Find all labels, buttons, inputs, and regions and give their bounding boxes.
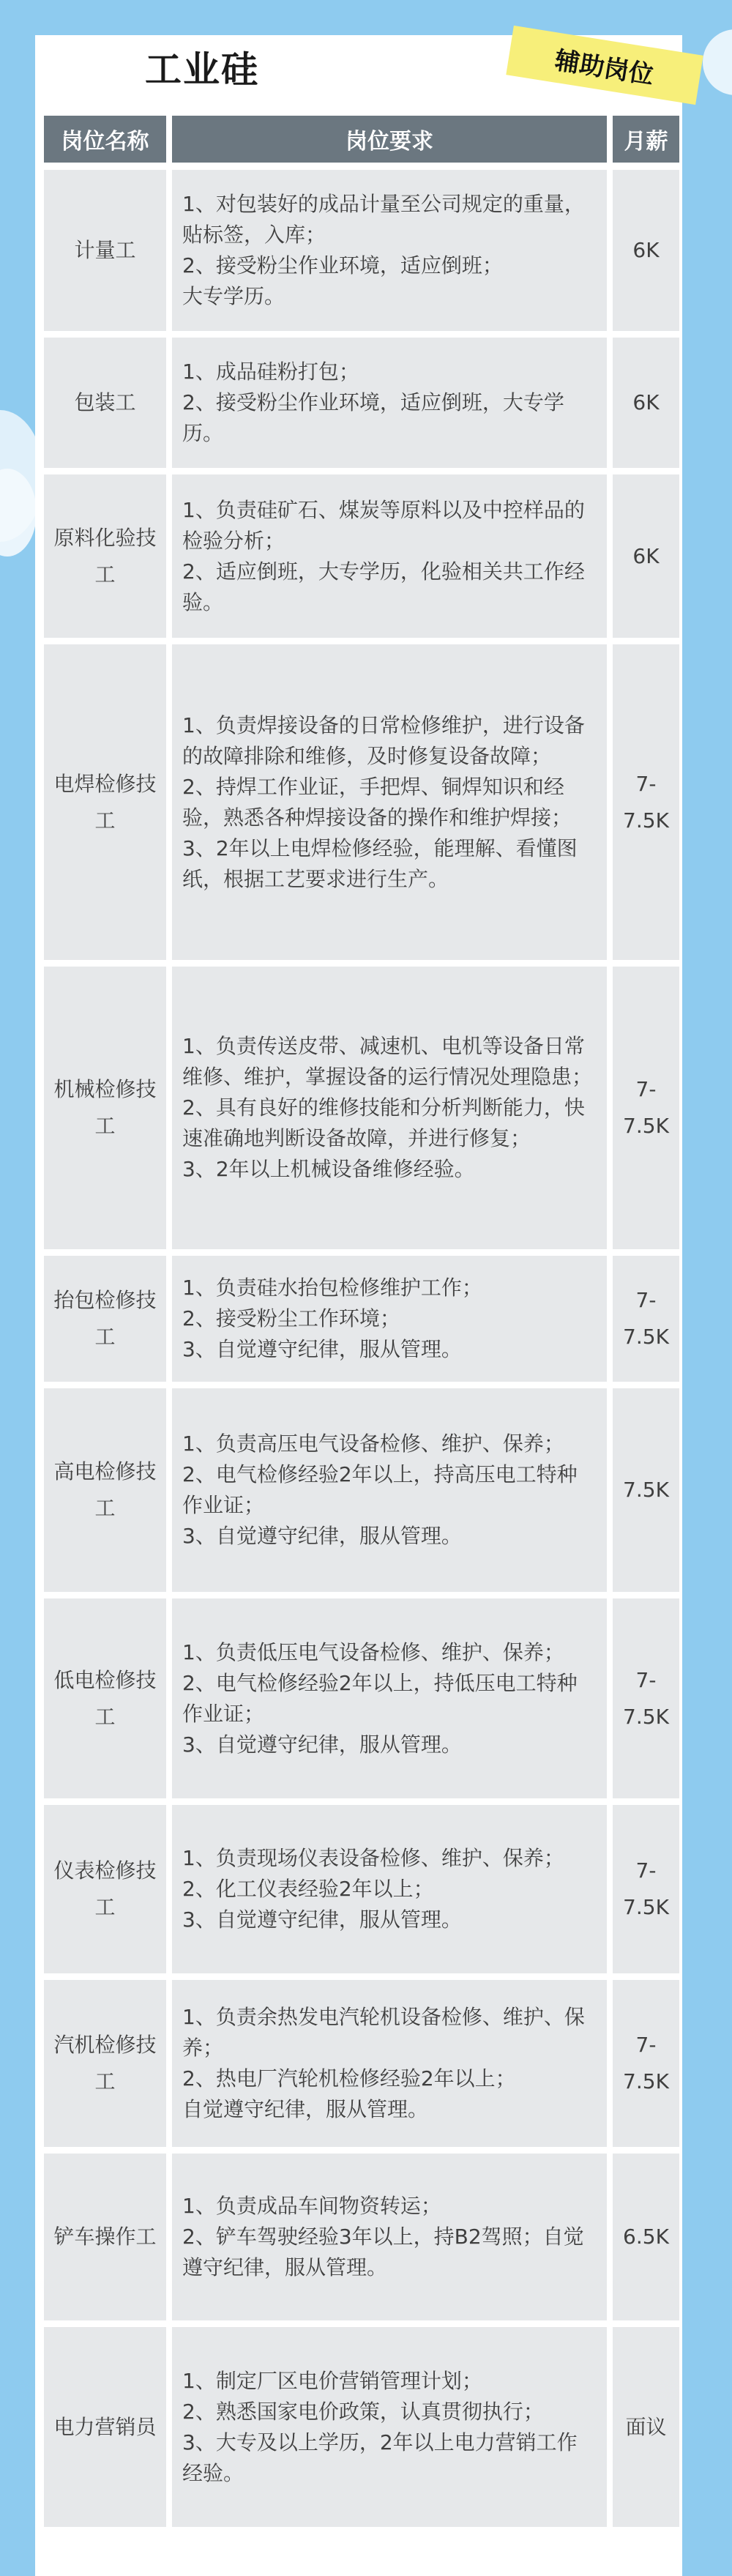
job-salary: 6K — [613, 170, 679, 331]
job-requirements: 1、负责硅水抬包检修维护工作； 2、接受粉尘工作环境； 3、自觉遵守纪律，服从管理。 — [172, 1256, 607, 1382]
job-name: 原料化验技工 — [44, 474, 166, 638]
job-salary: 7- 7.5K — [613, 644, 679, 960]
job-name: 机械检修技工 — [44, 967, 166, 1249]
table-row — [44, 967, 679, 1249]
table-row — [44, 474, 679, 638]
job-requirements: 1、负责现场仪表设备检修、维护、保养； 2、化工仪表经验2年以上； 3、自觉遵守纪律，服从管理。 — [172, 1805, 607, 1973]
table-row — [44, 1256, 679, 1382]
job-name: 包装工 — [44, 338, 166, 468]
cloud-decoration — [703, 29, 732, 95]
table-row — [44, 1388, 679, 1592]
table-row — [44, 644, 679, 960]
job-salary: 7- 7.5K — [613, 1598, 679, 1798]
job-requirements: 1、成品硅粉打包； 2、接受粉尘作业环境，适应倒班，大专学历。 — [172, 338, 607, 468]
table-row — [44, 170, 679, 331]
job-name: 汽机检修技工 — [44, 1980, 166, 2147]
job-requirements: 1、负责焊接设备的日常检修维护，进行设备的故障排除和维修，及时修复设备故障； 2、持焊工作业证，手把焊、铜焊知识和经验，熟悉各种焊接设备的操作和维护焊接； 3、2年以上电焊检修经验，能理解、看懂图纸，根据工艺要求进行生产。 — [172, 644, 607, 960]
table-row — [44, 338, 679, 468]
table-row — [44, 2327, 679, 2527]
header-name: 岗位名称 — [44, 116, 166, 163]
table-header — [44, 116, 679, 163]
table-row — [44, 2154, 679, 2320]
category-tag: 辅助岗位 — [506, 26, 703, 105]
table-row — [44, 1598, 679, 1798]
table-row — [44, 1980, 679, 2147]
job-salary: 7.5K — [613, 1388, 679, 1592]
job-salary: 面议 — [613, 2327, 679, 2527]
job-requirements: 1、负责传送皮带、减速机、电机等设备日常维修、维护，掌握设备的运行情况处理隐患； 2、具有良好的维修技能和分析判断能力，快速准确地判断设备故障，并进行修复； 3、2年以上机械设备维修经验。 — [172, 967, 607, 1249]
job-requirements: 1、对包装好的成品计量至公司规定的重量，贴标签，入库； 2、接受粉尘作业环境，适应倒班； 大专学历。 — [172, 170, 607, 331]
job-salary: 6K — [613, 338, 679, 468]
job-table — [44, 116, 679, 2534]
header-salary: 月薪 — [613, 116, 679, 163]
job-name: 高电检修技工 — [44, 1388, 166, 1592]
header-requirements: 岗位要求 — [172, 116, 607, 163]
job-salary: 6K — [613, 474, 679, 638]
job-requirements: 1、负责成品车间物资转运； 2、铲车驾驶经验3年以上，持B2驾照；自觉遵守纪律，服从管理。 — [172, 2154, 607, 2320]
job-salary: 7- 7.5K — [613, 1805, 679, 1973]
job-requirements: 1、负责余热发电汽轮机设备检修、维护、保养； 2、热电厂汽轮机检修经验2年以上； 自觉遵守纪律，服从管理。 — [172, 1980, 607, 2147]
job-requirements: 1、负责低压电气设备检修、维护、保养； 2、电气检修经验2年以上，持低压电工特种作业证； 3、自觉遵守纪律，服从管理。 — [172, 1598, 607, 1798]
job-name: 铲车操作工 — [44, 2154, 166, 2320]
job-name: 仪表检修技工 — [44, 1805, 166, 1973]
job-requirements: 1、负责硅矿石、煤炭等原料以及中控样品的检验分析； 2、适应倒班，大专学历，化验相关共工作经验。 — [172, 474, 607, 638]
job-salary: 7- 7.5K — [613, 1256, 679, 1382]
job-name: 电焊检修技工 — [44, 644, 166, 960]
job-salary: 7- 7.5K — [613, 967, 679, 1249]
job-salary: 6.5K — [613, 2154, 679, 2320]
page-title: 工业硅 — [145, 48, 259, 91]
job-name: 电力营销员 — [44, 2327, 166, 2527]
job-salary: 7- 7.5K — [613, 1980, 679, 2147]
job-name: 低电检修技工 — [44, 1598, 166, 1798]
table-row — [44, 1805, 679, 1973]
job-requirements: 1、负责高压电气设备检修、维护、保养； 2、电气检修经验2年以上，持高压电工特种作业证； 3、自觉遵守纪律，服从管理。 — [172, 1388, 607, 1592]
job-requirements: 1、制定厂区电价营销管理计划； 2、熟悉国家电价政策，认真贯彻执行； 3、大专及以上学历，2年以上电力营销工作经验。 — [172, 2327, 607, 2527]
job-name: 抬包检修技工 — [44, 1256, 166, 1382]
job-name: 计量工 — [44, 170, 166, 331]
